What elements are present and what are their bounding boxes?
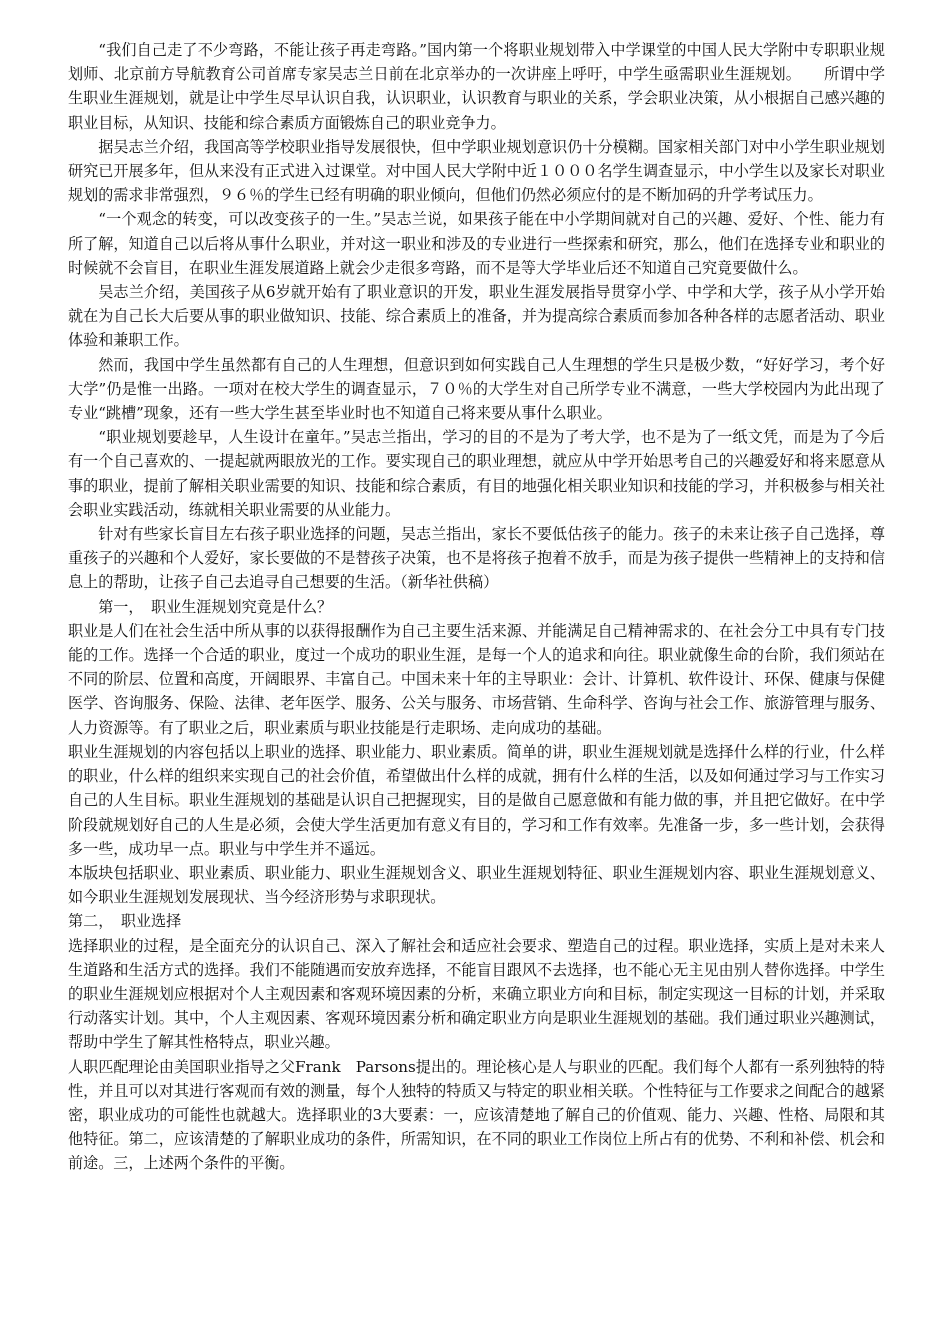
- paragraph-survey: 据吴志兰介绍，我国高等学校职业指导发展很快，但中学职业规划意识仍十分模糊。国家相关部门对中小学生职业规划研究已开展多年，但从来没有正式进入过课堂。对中国人民大学附中近１０００名学生调查显示，中小学生以及家长对职业规划的需求非常强烈，９６％的学生已经有明确的职业倾向，但他们仍然必须应付的是不断加码的升学考试压力。: [68, 137, 885, 205]
- paragraph-career-definition: 职业是人们在社会生活中所从事的以获得报酬作为自己主要生活来源、并能满足自己精神需求的、在社会分工中具有专门技能的工作。选择一个合适的职业，度过一个成功的职业生涯，是每一个人的追求和向往。职业就像生命的台阶，我们须站在不同的阶层、位置和高度，开阔眼界、丰富自己。中国未来十年的主导职业：会计、计算机、软件设计、环保、健康与保健医学、咨询服务、保险、法律、老年医学、服务、公关与服务、市场营销、生命科学、咨询与社会工作、旅游管理与服务、人力资源等。有了职业之后，职业素质与职业技能是行走职场、走向成功的基础。: [68, 621, 885, 737]
- paragraph-concept-change: “一个观念的转变，可以改变孩子的一生。”吴志兰说，如果孩子能在中小学期间就对自己的兴趣、爱好、个性、能力有所了解，知道自己以后将从事什么职业，并对这一职业和涉及的专业进行一些探索和研究，那么，他们在选择专业和职业的时候就不会盲目，在职业生涯发展道路上就会少走很多弯路，而不是等大学毕业后还不知道自己究竟要做什么。: [68, 210, 885, 277]
- section-heading-first: 第一， 职业生涯规划究竟是什么？: [98, 597, 333, 616]
- paragraph-china-students: 然而，我国中学生虽然都有自己的人生理想，但意识到如何实践自己人生理想的学生只是极少数，“好好学习，考个好大学”仍是惟一出路。一项对在校大学生的调查显示，７０％的大学生对自己所学专业不满意，一些大学校园内为此出现了专业“跳槽”现象，还有一些大学生甚至毕业时也不知道自己将来要从事什么职业。: [68, 355, 885, 423]
- paragraph-parsons-theory: 人职匹配理论由美国职业指导之父Frank Parsons提出的。理论核心是人与职业的匹配。我们每个人都有一系列独特的特性，并且可以对其进行客观而有效的测量，每个人独特的特质又与特定的职业相关联。个性特征与工作要求之间配合的越紧密，职业成功的可能性也就越大。选择职业的3大要素：一，应该清楚地了解自己的价值观、能力、兴趣、性格、局限和其他特征。第二，应该清楚的了解职业成功的条件，所需知识，在不同的职业工作岗位上所占有的优势、不利和补偿、机会和前途。三，上述两个条件的平衡。: [68, 1057, 885, 1173]
- paragraph-section-contents: 本版块包括职业、职业素质、职业能力、职业生涯规划含义、职业生涯规划特征、职业生涯规划内容、职业生涯规划意义、如今职业生涯规划发展现状、当今经济形势与求职现状。: [68, 863, 885, 907]
- paragraph-intro: “我们自己走了不少弯路，不能让孩子再走弯路。”国内第一个将职业规划带入中学课堂的中国人民大学附中专职职业规划师、北京前方导航教育公司首席专家吴志兰日前在北京举办的一次讲座上呼吁，中学生亟需职业生涯规划。 所谓中学生职业生涯规划，就是让中学生尽早认识自我，认识职业，认识教育与职业的关系，学会职业决策，从小根据自己感兴趣的职业目标，从知识、技能和综合素质方面锻炼自己的职业竞争力。: [68, 41, 885, 132]
- paragraph-career-planning-content: 职业生涯规划的内容包括以上职业的选择、职业能力、职业素质。简单的讲，职业生涯规划就是选择什么样的行业，什么样的职业，什么样的组织来实现自己的社会价值，希望做出什么样的成就，拥有什么样的生活，以及如何通过学习与工作实习自己的人生目标。职业生涯规划的基础是认识自己把握现实，目的是做自己愿意做和有能力做的事，并且把它做好。在中学阶段就规划好自己的人生是必须，会使大学生活更加有意义有目的，学习和工作有效率。先准备一步，多一些计划，会获得多一些，成功早一点。职业与中学生并不遥远。: [68, 742, 885, 858]
- paragraph-plan-early: “职业规划要趁早，人生设计在童年。”吴志兰指出，学习的目的不是为了考大学，也不是为了一纸文凭，而是为了今后有一个自己喜欢的、一提起就两眼放光的工作。要实现自己的职业理想，就应从中学开始思考自己的兴趣爱好和将来愿意从事的职业，提前了解相关职业需要的知识、技能和综合素质，有目的地强化相关职业知识和技能的学习，并积极参与相关社会职业实践活动，练就相关职业需要的从业能力。: [68, 428, 885, 519]
- section-heading-second: 第二， 职业选择: [68, 912, 182, 931]
- paragraph-us-children: 吴志兰介绍，美国孩子从6岁就开始有了职业意识的开发，职业生涯发展指导贯穿小学、中学和大学，孩子从小学开始就在为自己长大后要从事的职业做知识、技能、综合素质上的准备，并为提高综合素质而参加各种各样的志愿者活动、职业体验和兼职工作。: [68, 283, 885, 350]
- paragraph-parents: 针对有些家长盲目左右孩子职业选择的问题，吴志兰指出，家长不要低估孩子的能力。孩子的未来让孩子自己选择，尊重孩子的兴趣和个人爱好，家长要做的不是替孩子决策，也不是将孩子抱着不放手，而是为孩子提供一些精神上的支持和信息上的帮助，让孩子自己去追寻自己想要的生活。（新华社供稿）: [68, 525, 885, 592]
- paragraph-career-choice: 选择职业的过程，是全面充分的认识自己、深入了解社会和适应社会要求、塑造自己的过程。职业选择，实质上是对未来人生道路和生活方式的选择。我们不能随遇而安放弃选择，不能盲目跟风不去选择，也不能心无主见由别人替你选择。中学生的职业生涯规划应根据对个人主观因素和客观环境因素的分析，来确立职业方向和目标，制定实现这一目标的计划，并采取行动落实计划。其中，个人主观因素、客观环境因素分析和确定职业方向是职业生涯规划的基础。我们通过职业兴趣测试，帮助中学生了解其性格特点，职业兴趣。: [68, 936, 885, 1052]
